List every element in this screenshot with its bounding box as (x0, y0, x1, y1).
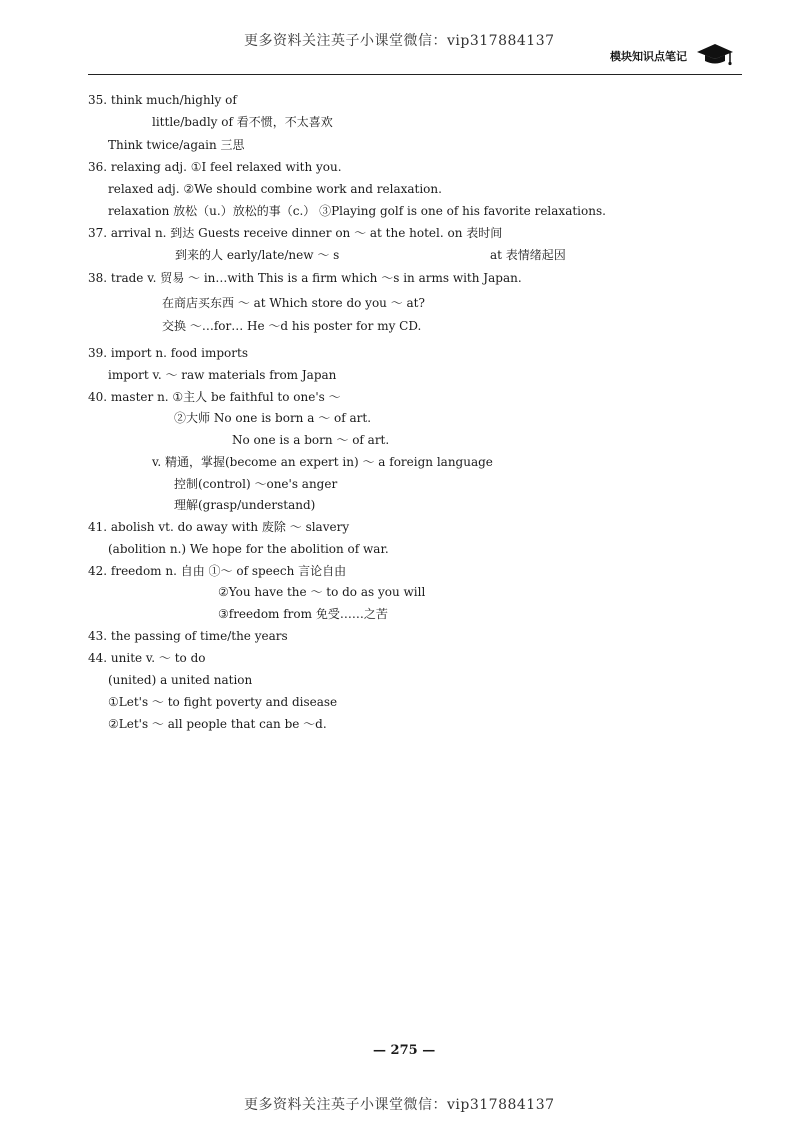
entry-41: 41. abolish vt. do away with 废除 ～ slavery (88, 520, 350, 534)
entry-37-line-2-note: at 表情绪起因 (490, 248, 566, 262)
entry-38-line-3: 交换 ～…for… He ～d his poster for my CD. (162, 319, 422, 333)
entry-37-line-2: 到来的人 early/late/new ～ s (175, 248, 340, 262)
entry-44-line-2: (united) a united nation (108, 673, 253, 687)
watermark-top: 更多资料关注英子小课堂微信：vip317884137 (244, 33, 555, 49)
entry-38-line-2: 在商店买东西 ～ at Which store do you ～ at? (162, 296, 425, 310)
entry-36: 36. relaxing adj. ①I feel relaxed with you. (88, 160, 342, 174)
entry-39-line-2: import v. ～ raw materials from Japan (108, 368, 337, 382)
graduation-cap-icon (694, 42, 736, 70)
entry-42: 42. freedom n. 自由 ①～ of speech 言论自由 (88, 564, 347, 578)
entry-35-line-3: Think twice/again 三思 (108, 138, 245, 152)
entry-38: 38. trade v. 贸易 ～ in…with This is a firm which ～s in arms with Japan. (88, 271, 522, 285)
header-rule (88, 74, 742, 75)
entry-40-line-2: ②大师 No one is born a ～ of art. (174, 411, 372, 425)
entry-44-line-4: ②Let's ～ all people that can be ～d. (108, 717, 327, 731)
entry-43: 43. the passing of time/the years (88, 629, 288, 643)
entry-42-line-2: ②You have the ～ to do as you will (218, 585, 426, 599)
entry-37: 37. arrival n. 到达 Guests receive dinner on ～ at the hotel. on 表时间 (88, 226, 503, 240)
entry-44-line-3: ①Let's ～ to fight poverty and disease (108, 695, 338, 709)
watermark-bottom: 更多资料关注英子小课堂微信：vip317884137 (244, 1097, 555, 1113)
entry-36-line-3: relaxation 放松（u.）放松的事（c.） ③Playing golf is one of his favorite relaxations. (108, 204, 606, 218)
entry-40-line-5: 控制(control) ～one's anger (174, 477, 338, 491)
entry-40: 40. master n. ①主人 be faithful to one's ～ (88, 390, 341, 404)
entry-40-line-4: v. 精通，掌握(become an expert in) ～ a foreign language (152, 455, 493, 469)
entry-39: 39. import n. food imports (88, 346, 248, 360)
entry-42-line-3: ③freedom from 免受……之苦 (218, 607, 388, 621)
section-header-title: 模块知识点笔记 (610, 50, 687, 63)
entry-35: 35. think much/highly of (88, 93, 237, 107)
entry-40-line-6: 理解(grasp/understand) (174, 498, 316, 512)
entry-36-line-2: relaxed adj. ②We should combine work and relaxation. (108, 182, 442, 196)
page-number: — 275 — (373, 1043, 436, 1058)
entry-41-line-2: (abolition n.) We hope for the abolition of war. (108, 542, 389, 556)
entry-35-line-2: little/badly of 看不惯，不太喜欢 (152, 115, 333, 129)
entry-44: 44. unite v. ～ to do (88, 651, 206, 665)
entry-40-line-3: No one is a born ～ of art. (232, 433, 390, 447)
